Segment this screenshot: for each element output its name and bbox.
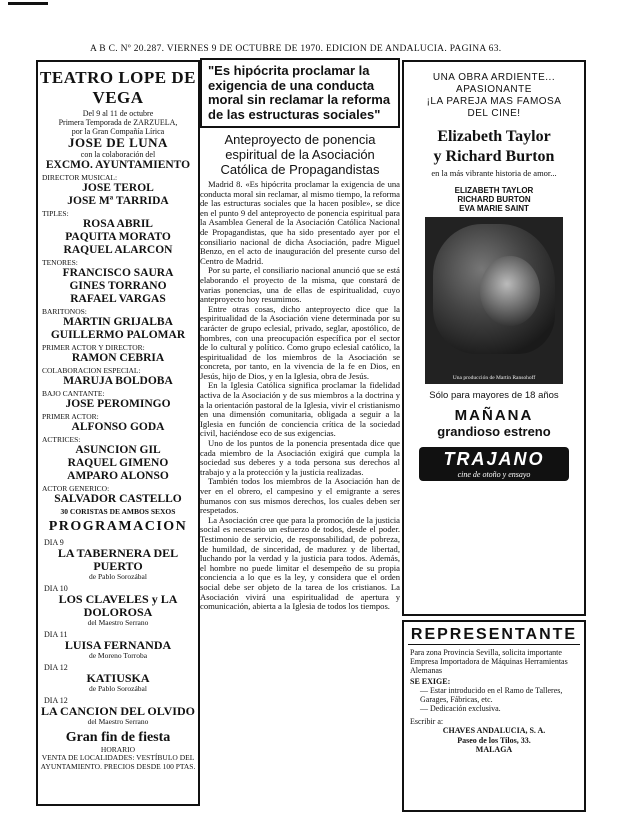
ad-estreno: grandioso estreno [437,424,551,439]
editorial-article [200,58,400,808]
editorial-body [200,180,400,612]
theatre-ad [36,60,200,806]
program-item [38,630,198,660]
program-work: LA TABERNERA DEL PUERTO [57,546,179,573]
program-day: DIA 12 [44,663,68,672]
cast-member: AMPARO ALONSO [67,470,169,482]
cast-member: GINES TORRANO [69,280,167,292]
cast-role: DIRECTOR MUSICAL: [42,173,118,182]
cast-role: BARITONOS: [42,307,87,316]
theatre-director: JOSE DE LUNA [68,135,168,150]
ad-tagline: en la más vibrante historia de amor... [431,168,557,178]
poster-name: RICHARD BURTON [457,195,531,204]
cast-member: JOSE TEROL [82,182,154,194]
theatre-ayto: EXCMO. AYUNTAMIENTO [45,159,191,171]
cinema-slogan: cine de otoño y ensayo [457,470,531,479]
classified-se-exige: SE EXIGE: [410,677,451,686]
classified-req: — Dedicación exclusiva. [420,704,501,713]
cast-member: JOSE Mª TARRIDA [67,195,169,207]
cast-member: PAQUITA MORATO [65,231,171,243]
cast-role: TIPLES: [42,209,69,218]
cast-member: JOSE PEROMINGO [65,398,171,410]
program-item [38,538,198,581]
cast-role: TENORES: [42,258,78,267]
ad-line-3: ¡LA PAREJA MAS FAMOSA [426,96,562,107]
poster-names [425,184,563,217]
cast-member: GUILLERMO PALOMAR [50,329,186,341]
page-header: A B C. Nº 20.287. VIERNES 9 DE OCTUBRE DE 1970. EDICION DE ANDALUCIA. PAGINA 63. [90,44,502,54]
program-composer: de Pablo Sorozábal [89,572,147,581]
age-restriction: Sólo para mayores de 18 años [429,390,559,401]
editorial-subhead: Anteproyecto de ponencia espiritual de la Asociación Católica de Propagandistas [220,132,380,177]
cast-member: RAFAEL VARGAS [70,293,166,305]
poster-caption: Una producción de Martin Ransohoff [452,375,536,381]
classified-company: CHAVES ANDALUCIA, S. A. [442,726,546,735]
cast-role: ACTOR GENERICO: [42,484,110,493]
poster-name: EVA MARIE SAINT [459,204,529,213]
programacion-heading: PROGRAMACION [48,519,188,534]
cast-member: ROSA ABRIL [83,218,153,230]
program-day: DIA 9 [44,538,64,547]
classified-intro: Para zona Provincia Sevilla, solicita importante Empresa Importadora de Máquinas Herramientas Alemanas [410,648,568,675]
program-composer: del Maestro Serrano [87,717,149,726]
theatre-dates: Del 9 al 11 de octubre [82,109,154,118]
cinema-logo [419,447,569,481]
ad-star-2-line [404,148,584,166]
classified-escribir: Escribir a: [410,717,444,726]
ad-line-1: UNA OBRA ARDIENTE... [432,72,556,83]
program-day: DIA 11 [44,630,68,639]
ad-line-2: APASIONANTE [456,84,532,95]
cast-role: ACTRICES: [42,435,81,444]
cast-member: SALVADOR CASTELLO [54,493,182,505]
cast-member: FRANCISCO SAURA [62,267,174,279]
cast-role: PRIMER ACTOR: [42,412,99,421]
program-work: KATIUSKA [86,671,150,685]
horario: HORARIO [100,745,136,754]
cast-role: COLABORACION ESPECIAL: [42,366,141,375]
cinema-ad [402,60,586,616]
ad-and: y [433,148,442,165]
cast-member: RAQUEL GIMENO [67,457,169,469]
cast-list [38,174,198,506]
editorial-paragraph: En la Iglesia Católica significa proclamar la fidelidad activa de la Asociación y de sus miembros a la doctrina y a la orientación pastoral de la Iglesia, vivir el cristianismo en una dimensión comunitaria, obligada a seguir a la Iglesia en función de conciencia crítica de la sociedad civil, haciéndose eco de sus exigencias. [200,380,400,439]
program-item [38,584,198,627]
classified-ad [402,620,586,812]
program-work: LUISA FERNANDA [64,638,172,652]
editorial-paragraph: Madrid 8. «Es hipócrita proclamar la exigencia de una conducta moral sin reclamar, al mismo tiempo, la reforma de las estructuras sociales que la hacen posible», se dice en el punto 9 del anteproyecto de ponencia espiritual para la Asamblea General de la Asociación Católica Nacional de Propagandistas, que ha sido presentado ayer por el consiliario nacional de dicha Asociación, padre Miguel Benzo, en el acto de inauguración del presente curso del Centro de Madrid. [200,179,400,266]
cast-member: RAQUEL ALARCON [63,244,173,256]
classified-city: MALAGA [475,745,513,754]
classified-street: Paseo de los Tilos, 33. [457,735,531,745]
theatre-collab: con la colaboración del [80,150,156,159]
program-composer: del Maestro Serrano [87,618,149,627]
cast-role: BAJO CANTANTE: [42,389,105,398]
ad-line-4: DEL CINE! [467,108,521,119]
poster-photo-face [480,256,540,326]
cast-member: RAMON CEBRIA [71,352,165,364]
program-item [38,696,198,726]
program-list [38,538,198,726]
program-day: DIA 12 [44,696,68,705]
gran-fin-fiesta: Gran fin de fiesta [65,730,171,745]
venta-localidades: VENTA DE LOCALIDADES: VESTÍBULO DEL AYUNTAMIENTO. PRECIOS DESDE 100 PTAS. [40,753,196,771]
editorial-paragraph: Entre otras cosas, dicho anteproyecto dice que la espiritualidad de la Asociación viene determinada por su carácter de grupo eclesial, privado, seglar, apostólico, de hombres, con una preocupación específica por el sector de lo cultural y político. Como grupo eclesial católico, la espiritualidad de los miembros de la Asociación se concreta, por tanto, en la vivencia de la fe en Dios, en Jesús, hijo de Dios, y en la Iglesia, obra de Jesús. [200,303,400,381]
program-composer: de Moreno Torroba [88,651,148,660]
program-work: LOS CLAVELES y LA DOLOROSA [58,592,178,619]
poster-name: ELIZABETH TAYLOR [454,186,534,195]
ad-star-2: Richard Burton [445,148,555,165]
cinema-name: TRAJANO [443,449,545,469]
coristas: 30 CORISTAS DE AMBOS SEXOS [60,507,176,516]
ad-manana: MAÑANA [454,407,534,424]
editorial-paragraph: Uno de los puntos de la ponencia presentada dice que cada miembro de la Asociación exigirá que cumpla la sociedad sus deberes y a toda persona sus derechos al trabajo y a la protección y la justicia realizadas. [200,438,400,477]
cast-role: PRIMER ACTOR Y DIRECTOR: [42,343,145,352]
program-work: LA CANCION DEL OLVIDO [41,704,195,718]
cast-member: ASUNCION GIL [75,444,161,456]
theatre-title: TEATRO LOPE DE VEGA [40,68,196,107]
cast-member: MARUJA BOLDOBA [63,375,173,387]
cast-member: ALFONSO GODA [71,421,165,433]
classified-req: — Estar introducido en el Ramo de Talleres, Garages, Fábricas, etc. [420,686,563,704]
editorial-headline: "Es hipócrita proclamar la exigencia de una conducta moral sin reclamar la reforma de las estructuras sociales" [200,58,400,128]
cast-member: MARTIN GRIJALBA [63,316,173,328]
theatre-season: Primera Temporada de ZARZUELA, [58,118,178,127]
program-composer: de Pablo Sorozábal [89,684,147,693]
movie-poster [425,184,563,384]
program-day: DIA 10 [44,584,68,593]
top-rule [8,2,48,5]
editorial-paragraph: También todos los miembros de la Asociación han de ver en el obrero, el campesino y el emigrante a seres humanos con sus mismos derechos, los cuales deben ser respetados. [200,476,400,516]
program-item [38,663,198,693]
editorial-paragraph: Por su parte, el consiliario nacional anunció que se está elaborando el proyecto de la misma, que constará de varias ponencias, una de ellas de espiritualidad, cuyo anteproyecto hoy resumimos. [200,265,400,305]
editorial-paragraph: La Asociación cree que para la promoción de la justicia social es necesario un esfuerzo de todos, desde el poder. Testimonio de servicio, de responsabilidad, de pobreza, de humildad, de sinceridad, de madurez y de libertad, luchando por la verdad y la justicia para todos. Además, el hombre no puede limitar el desempeño de su propia conciencia a lo que es la ley, y considera que el orden social debe ser objeto de la tarea de los cristianos. La Asociación vivirá una espiritualidad de apertura y comunicación, abierta a la Iglesia de todos los tiempos. [200,514,400,612]
theatre-company: por la Gran Compañía Lírica [71,127,165,136]
classified-title: REPRESENTANTE [408,626,580,645]
ad-star-1: Elizabeth Taylor [437,128,551,145]
